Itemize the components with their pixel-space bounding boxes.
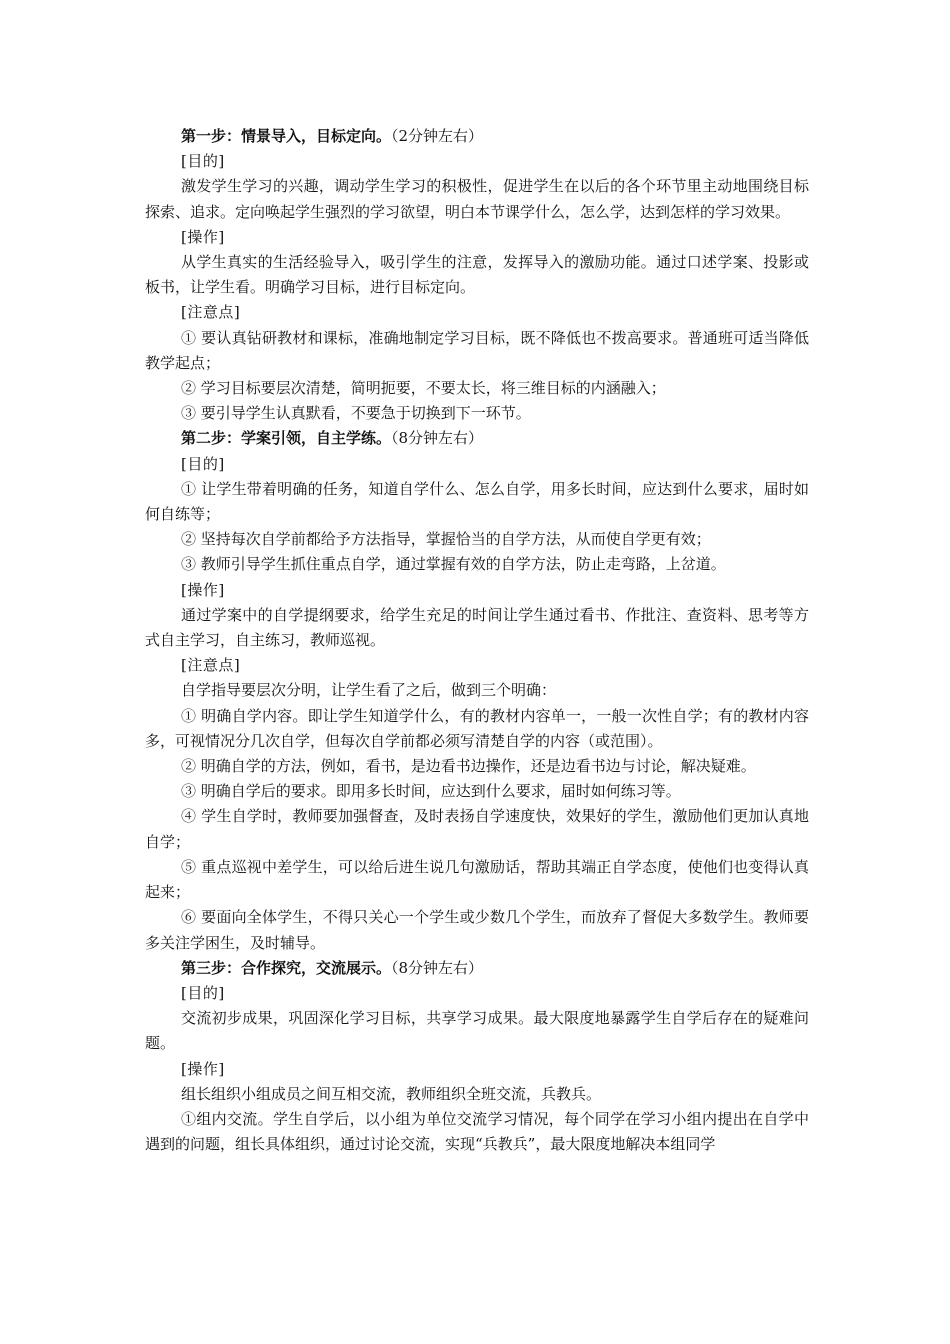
step2-goal-1: ① 让学生带着明确的任务，知道自学什么、怎么自学，用多长时间，应达到什么要求，届时如何自练等；: [145, 479, 809, 524]
step2-heading: [145, 426, 809, 451]
step2-op-label: [操作]: [181, 580, 225, 599]
step2-title: 第二步：学案引领，自主学练。: [181, 429, 392, 448]
step2-note-label: [注意点]: [181, 656, 241, 675]
step2-note-6: ⑥ 要面向全体学生，不得只关心一个学生或少数几个学生，而放弃了督促大多数学生。教师要多关注学困生，及时辅导。: [145, 908, 809, 952]
step2-note-5: ⑤ 重点巡视中差学生，可以给后进生说几句激励话，帮助其端正自学态度，使他们也变得认真起来；: [145, 857, 809, 902]
step3-time: （8分钟左右）: [391, 958, 484, 977]
step1-time: （2分钟左右）: [391, 127, 484, 145]
step1-note-1: ① 要认真钻研教材和课标，准确地制定学习目标，既不降低也不拨高要求。普通班可适当降低教学起点；: [145, 328, 809, 372]
step3-goal-text: 交流初步成果，巩固深化学习目标，共享学习成果。最大限度地暴露学生自学后存在的疑难问题。: [145, 1009, 809, 1053]
step1-note-3: ③ 要引导学生认真默看，不要急于切换到下一环节。: [181, 404, 531, 423]
step2-goal-3: ③ 教师引导学生抓住重点自学，通过掌握有效的自学方法，防止走弯路，上岔道。: [181, 555, 726, 574]
step1-heading: [145, 124, 809, 149]
step2-note-4: ④ 学生自学时，教师要加强督查，及时表扬自学速度快，效果好的学生，激励他们更加认真地自学；: [145, 807, 809, 851]
step2-note-1: ① 明确自学内容。即让学生知道学什么，有的教材内容单一，一般一次性自学；有的教材内容多，可视情况分几次自学，但每次自学前都必须写清楚自学的内容（或范围）。: [145, 706, 809, 750]
document-page: [145, 124, 809, 1157]
step3-heading: [145, 956, 809, 981]
step2-op-text: 通过学案中的自学提纲要求，给学生充足的时间让学生通过看书、作批注、查资料、思考等方式自主学习，自主练习，教师巡视。: [145, 605, 809, 650]
step2-goal-label: [目的]: [181, 454, 225, 473]
step1-note-2: ② 学习目标要层次清楚，简明扼要，不要太长，将三维目标的内涵融入；: [181, 379, 666, 398]
step2-note-2: ② 明确自学的方法，例如，看书，是边看书边操作，还是边看书边与讨论，解决疑难。: [181, 757, 756, 776]
step1-op-label: [操作]: [181, 227, 225, 246]
step1-title: 第一步：情景导入，目标定向。: [181, 127, 392, 145]
step2-note-3: ③ 明确自学后的要求。即用多长时间，应达到什么要求，届时如何练习等。: [181, 782, 681, 801]
step2-note-intro: 自学指导要层次分明，让学生看了之后，做到三个明确：: [181, 681, 557, 700]
step3-op-label: [操作]: [181, 1059, 225, 1078]
step3-op-detail: ①组内交流。学生自学后，以小组为单位交流学习情况，每个同学在学习小组内提出在自学中遇到的问题，组长具体组织，通过讨论交流，实现“兵教兵”，最大限度地解决本组同学: [145, 1109, 809, 1154]
step3-op-text: 组长组织小组成员之间互相交流，教师组织全班交流，兵教兵。: [181, 1084, 602, 1103]
step1-op-text: 从学生真实的生活经验导入，吸引学生的注意，发挥导入的激励功能。通过口述学案、投影或板书，让学生看。明确学习目标，进行目标定向。: [145, 253, 809, 297]
step3-title: 第三步：合作探究，交流展示。: [181, 958, 392, 977]
step2-time: （8分钟左右）: [391, 429, 484, 448]
step1-goal-text: 激发学生学习的兴趣，调动学生学习的积极性，促进学生在以后的各个环节里主动地围绕目标探索、追求。定向唤起学生强烈的学习欲望，明白本节课学什么，怎么学，达到怎样的学习效果。: [145, 177, 809, 221]
step2-goal-2: ② 坚持每次自学前都给予方法指导，掌握恰当的自学方法，从而使自学更有效；: [181, 530, 711, 549]
step1-goal-label: [目的]: [181, 152, 225, 171]
step1-note-label: [注意点]: [181, 303, 241, 322]
step3-goal-label: [目的]: [181, 983, 225, 1002]
